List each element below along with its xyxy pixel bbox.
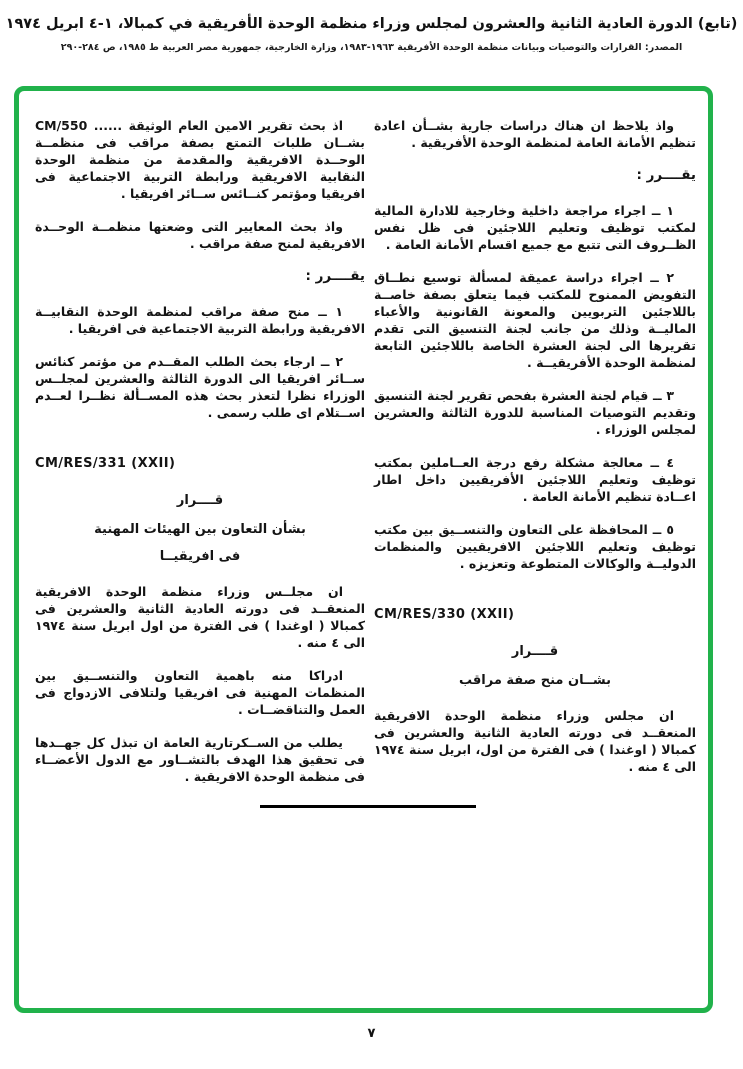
resolution-item-2: ٢ ــ اجراء دراسة عميقة لمسألة توسيع نطــاق التفويض الممنوح للمكتب فيما يتعلق بصفة خاصــة باللاجئين التربويين والمعونة القانونية والأعباء الماليــة وذلك من جانب لجنة التنسيق التى تقدم تقريرها الى لجنة العشرة الخاصة باللاجئين التابعة لمنظمة الوحدة الأفريقيــة . — [374, 270, 696, 370]
document-frame — [14, 86, 713, 1013]
resolution-subtitle: بشــان منح صفة مراقب — [459, 673, 611, 688]
resolution-item-3: ٣ ــ قيام لجنة العشرة بفحص تقرير لجنة التنسيق وتقديم التوصيات المناسبة للدورة الثالثة والعشرين لمجلس الوزراء . — [374, 388, 696, 437]
paragraph-noting: واذ يلاحظ ان هناك دراسات جارية بشــأن اعادة تنظيم الأمانة العامة لمنظمة الوحدة الأفريقية . — [374, 118, 696, 150]
column-right — [374, 117, 696, 791]
resolution-item-2: ٢ ــ ارجاء بحث الطلب المقــدم من مؤتمر كنائس ســائر افريقيا الى الدورة الثالثة والعشرين لمجلــس الوزراء نظرا لتعذر بحث هذه المســألة نظــرا لعــدم اســتلام اى طلب رسمى . — [35, 354, 365, 420]
section-divider — [260, 805, 476, 808]
resolution-ref-cm-res-331: CM/RES/331 (XXII) — [35, 456, 176, 471]
session-title: (تابع) الدورة العادية الثانية والعشرون لمجلس وزراء منظمة الوحدة الأفريقية في كمبالا، ١-٤ ابريل ١٩٧٤ — [5, 16, 738, 32]
paragraph-criteria: واذ بحث المعايير التى وضعتها منظمــة الوحــدة الافريقية لمنح صفة مراقب . — [35, 219, 365, 251]
decides-heading: يقــــرر : — [636, 167, 696, 183]
resolution-ref-cm-res-330: CM/RES/330 (XXII) — [374, 607, 515, 622]
source-citation: المصدر: القرارات والتوصيات وبيانات منظمة الوحدة الأفريقية ١٩٦٣-١٩٨٣، وزارة الخارجية، جمهورية مصر العربية ط ١٩٨٥، ص ٢٨٤-٢٩٠ — [60, 42, 683, 53]
resolution-title: قــــرار — [176, 493, 224, 508]
column-left — [35, 117, 365, 801]
resolution-item-1: ١ ــ اجراء مراجعة داخلية وخارجية للادارة المالية لمكتب توظيف وتعليم اللاجئين فى ظل نفس الظــروف التى تتبع مع جميع اقسام الأمانة العامة . — [374, 203, 696, 252]
resolution-title: قــــرار — [511, 644, 559, 659]
paragraph-requests-secretariat: يطلب من الســكرتارية العامة ان تبذل كل جهــدها فى تحقيق هذا الهدف بالتشــاور مع الدول الأعضــاء فى منظمة الوحدة الافريقية . — [35, 735, 365, 784]
paragraph-council-session: ان مجلس وزراء منظمة الوحدة الافريقية المنعقــد فى دورته العادية الثانية والعشرين فى كمبالا ( اوغندا ) فى الفترة من اول، ابريل سنة ١٩٧٤ الى ٤ منه . — [374, 708, 696, 774]
resolution-item-1: ١ ــ منح صفة مراقب لمنظمة الوحدة النقابيــة الافريقية ورابطة التربية الاجتماعية فى افريقيا . — [35, 304, 365, 336]
resolution-subtitle-line2: فى افريقيــا — [159, 549, 241, 564]
resolution-subtitle-line1: بشأن التعاون بين الهيئات المهنية — [94, 522, 306, 537]
paragraph-council-session: ان مجلــس وزراء منظمة الوحدة الافريقية المنعقــد فى دورته العادية الثانية والعشرين فى كمبالا ( اوغندا ) فى الفترة من اول ابريل سنة ١٩٧٤ الى ٤ منه . — [35, 584, 365, 650]
decides-heading: يقــــرر : — [305, 268, 365, 284]
page-number: ٧ — [367, 1026, 376, 1041]
paragraph-awareness: ادراكا منه باهمية التعاون والتنســيق بين المنظمات المهنية فى افريقيا ولتلافى الازدواج فى العمل والتناقضــات . — [35, 668, 365, 717]
resolution-item-5: ٥ ــ المحافظة على التعاون والتنســيق بين مكتب توظيف وتعليم اللاجئين الافريقيين والمنظمات الدوليــة والوكالات المتطوعة وتعزيزه . — [374, 522, 696, 571]
paragraph-having-examined: اذ بحث تقرير الامين العام الوثيقة ...... CM/550 بشــان طلبات التمتع بصفة مراقب فى منظمــة الوحــدة الافريقية والمقدمة من منظمة الوحدة النقابية الافريقية ورابطة التربية الاجتماعية فى افريقيا ومؤتمر كنــائس ســائر افريقيا . — [35, 118, 365, 201]
page-header — [0, 16, 743, 53]
resolution-item-4: ٤ ــ معالجة مشكلة رفع درجة العــاملين بمكتب توظيف وتعليم اللاجئين الأفريقيين داخل اطار اعــادة تنظيم الأمانة العامة . — [374, 455, 696, 504]
